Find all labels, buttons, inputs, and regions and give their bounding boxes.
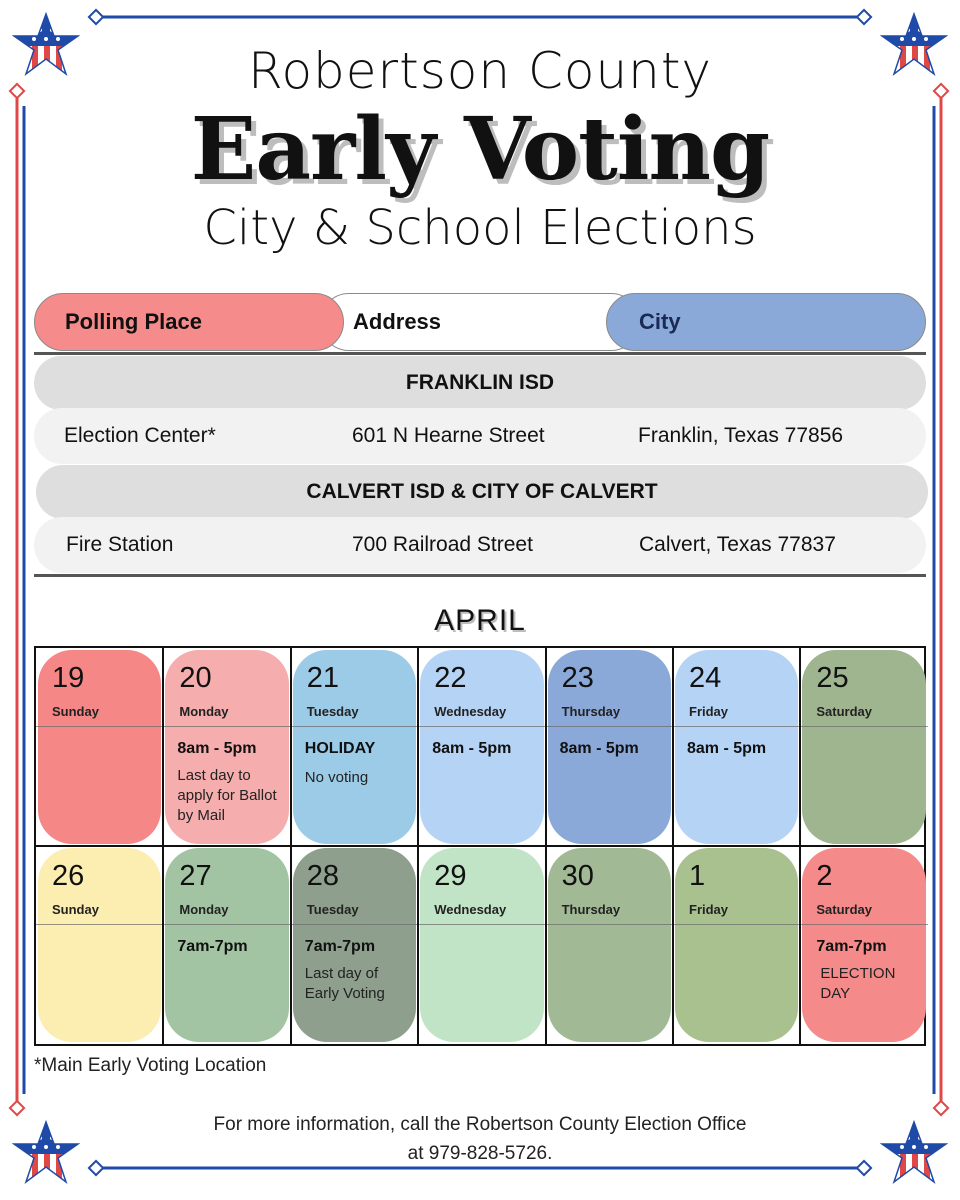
calendar-day (546, 846, 673, 1044)
address: 700 Railroad Street (352, 533, 533, 556)
day-number: 25 (816, 662, 849, 694)
day-number: 29 (434, 860, 467, 892)
day-of-week: Wednesday (434, 704, 507, 719)
footer (0, 1110, 960, 1168)
calendar-day (673, 846, 800, 1044)
day-divider (418, 726, 545, 727)
calendar-day (546, 648, 673, 846)
day-note: No voting (304, 769, 369, 786)
header-city: City (606, 293, 926, 351)
day-of-week: Saturday (816, 704, 873, 719)
day-divider (36, 924, 163, 925)
group-header: CALVERT ISD & CITY OF CALVERT (36, 465, 928, 519)
day-of-week: Thursday (561, 704, 621, 719)
divider (34, 574, 926, 577)
title-block (0, 40, 960, 258)
polling-place: Election Center* (64, 424, 216, 447)
address: 601 N Hearne Street (352, 424, 545, 447)
voting-hours: 7am-7pm (816, 938, 887, 955)
header-address: Address (320, 293, 640, 351)
day-number: 21 (306, 662, 340, 694)
day-of-week: Monday (179, 704, 229, 719)
day-number: 30 (561, 860, 594, 892)
day-divider (673, 924, 800, 925)
day-number: 20 (179, 662, 212, 694)
day-number: 26 (52, 860, 85, 892)
location-row (34, 408, 926, 464)
day-number: 2 (816, 860, 833, 892)
calendar-month: APRIL (434, 604, 526, 637)
day-of-week: Friday (689, 902, 729, 917)
day-number: 22 (434, 662, 467, 694)
calendar-day (673, 648, 800, 846)
day-of-week: Monday (179, 902, 229, 917)
county-title: Robertson County (247, 42, 713, 100)
day-divider (546, 726, 673, 727)
day-of-week: Saturday (816, 902, 873, 917)
voting-hours: 8am - 5pm (432, 740, 512, 757)
location-row (34, 517, 926, 573)
footnote: *Main Early Voting Location (34, 1055, 267, 1076)
footer-phone: at 979-828-5726. (407, 1143, 553, 1164)
day-divider (800, 726, 927, 727)
city: Franklin, Texas 77856 (638, 424, 844, 447)
divider (34, 352, 926, 355)
day-note: Last day of Early Voting (304, 965, 385, 1002)
day-number: 23 (561, 662, 594, 694)
day-number: 28 (306, 860, 340, 892)
calendar-day (163, 846, 290, 1044)
calendar-day (36, 648, 163, 846)
day-divider (546, 924, 673, 925)
day-of-week: Friday (689, 704, 729, 719)
day-divider (163, 924, 290, 925)
header-polling-place: Polling Place (34, 293, 344, 351)
day-of-week: Wednesday (434, 902, 507, 917)
table-header (34, 293, 926, 351)
day-of-week: Tuesday (306, 704, 359, 719)
calendar-day (418, 846, 545, 1044)
day-of-week: Sunday (52, 902, 99, 917)
day-number: 1 (689, 860, 706, 892)
voting-hours: 7am-7pm (177, 938, 248, 955)
day-of-week: Tuesday (306, 902, 359, 917)
day-divider (418, 924, 545, 925)
day-number: 19 (52, 662, 85, 694)
day-divider (163, 726, 290, 727)
city: Calvert, Texas 77837 (639, 533, 836, 556)
day-divider (673, 726, 800, 727)
day-number: 27 (179, 860, 212, 892)
main-title: Early Voting (190, 99, 770, 200)
day-number: 24 (689, 662, 722, 694)
day-of-week: Sunday (52, 704, 99, 719)
subtitle: City & School Elections (203, 200, 757, 256)
calendar-day (291, 648, 418, 846)
day-divider (291, 924, 418, 925)
voting-hours: 8am - 5pm (177, 740, 257, 757)
grid-line (36, 845, 924, 847)
polling-place: Fire Station (66, 533, 174, 556)
day-of-week: Thursday (561, 902, 621, 917)
group-header: FRANKLIN ISD (34, 356, 926, 410)
voting-hours: 8am - 5pm (687, 740, 767, 757)
voting-hours: HOLIDAY (304, 740, 376, 757)
day-divider (800, 924, 927, 925)
calendar-day (418, 648, 545, 846)
day-divider (291, 726, 418, 727)
calendar-grid (34, 646, 926, 1046)
day-note: ELECTION DAY (820, 965, 896, 1002)
calendar-day (291, 846, 418, 1044)
day-note: Last day to apply for Ballot by Mail (177, 767, 277, 824)
footer-line: For more information, call the Robertson County Election Office (213, 1114, 747, 1135)
day-divider (36, 726, 163, 727)
voting-hours: 7am-7pm (304, 938, 376, 955)
calendar-day (36, 846, 163, 1044)
calendar-day (800, 648, 927, 846)
voting-hours: 8am - 5pm (559, 740, 639, 757)
calendar-day (800, 846, 927, 1044)
calendar-day (163, 648, 290, 846)
